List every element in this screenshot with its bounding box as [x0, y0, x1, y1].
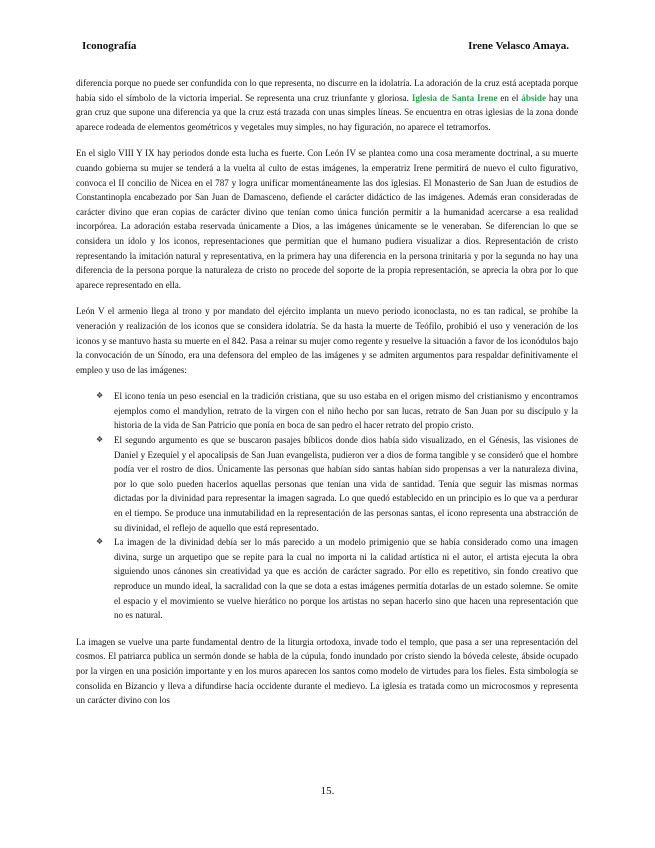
list-item-text: La imagen de la divinidad debía ser lo más parecido a un modelo primigenio que se había considerado como una imagen divina, surge un arquetipo que se repite para la cual no importa ni la calidad artística ni el autor, el artista ejecuta la obra siguiendo unos cánones sin creatividad ya que es acción de carácter sagrado. Por ello es repetitivo, sin fondo creativo que reproduce un mundo ideal, la sacralidad con la que se dota a estas imágenes permitía dotarlas de un estado solemne. Se omite el espacio y el movimiento se vuelve hierático no porque los artistas no sepan hacerlo sino que hacen una representación que no es natural.: [114, 537, 578, 621]
diamond-bullet-icon: ❖: [96, 435, 104, 445]
document-body: [76, 76, 578, 720]
list-item-text: El icono tenía un peso esencial en la tradición cristiana, que su uso estaba en el origen mismo del cristianismo y encontramos ejemplos como el mandylion, retrato de la virgen con el niño hecho por san lucas, retrato de San Juan por su discípulo y la historia de la vida de San Patricio que ponía en boca de san pedro el hacer retrato del propio cristo.: [114, 391, 578, 431]
paragraph-leon-v: León V el armenio llega al trono y por mandato del ejército implanta un nuevo periodo iconoclasta, no es tan radical, se prohíbe la veneración y realización de los iconos que se considera idolatría. Se da hasta la muerte de Teófilo, prohibió el uso y veneración de los iconos y se mantuvo hasta su muerte en el 842. Pasa a reinar su mujer como regente y resuelve la situación a favor de los iconódulos bajo la convocación de un Sínodo, era una defensora del empleo de las imágenes y se admiten argumentos para respaldar definitivamente el empleo y uso de las imágenes:: [76, 306, 578, 375]
page-number: 15.: [320, 785, 335, 797]
list-item-text: El segundo argumento es que se buscaron pasajes bíblicos donde dios había sido visualizado, en el Génesis, las visiones de Daniel y Ezequiel y el apocalipsis de San Juan evangelista, pudieron ver a dios de forma tangible y se consideró que el hombre podía ver el rostro de dios. Únicamente las personas que habían sido santas habían sido propensas a ver la naturaleza divina, por lo que solo pueden hacerlos aquellas personas que tenían una vida de santidad. Tenía que seguir las mismas normas dictadas por la divinidad para representar la imagen sagrada. Lo que quedó establecido en un principio es lo que va a perdurar en el tiempo. Se produce una inmutabilidad en la representación de las personas santas, el icono representa una abstracción de su divinidad, el reflejo de aquello que está representado.: [114, 435, 578, 533]
page-header: [82, 40, 569, 54]
paragraph-siglo-viii: En el siglo VIII Y IX hay periodos donde esta lucha es fuerte. Con León IV se plantea como una cosa meramente doctrinal, a su muerte cuando gobierna su mujer se tenderá a la vuelta al culto de estas imágenes, la emperatriz Irene permitirá de nuevo el culto figurativo, convoca el II concilio de Nicea en el 787 y logra unificar momentáneamente las dos iglesias. El Monasterio de San Juan de estudios de Constantinopla encabezado por San Juan de Damasceno, defiende el carácter didáctico de las imágenes. Además eran consideradas de carácter divino que eran copias de carácter divino que tenían como única función permitir a la humanidad acercarse a esa realidad incorpórea. La adoración estaba reservada únicamente a Dios, a las imágenes únicamente se le veneraban. Se diferencian lo que se considera un ídolo y los iconos, representaciones que permitían que el humano pudiera visualizar a dios. Representación de cristo representando la imitación natural y representativa, en la primera hay una diferencia en la persona trinitaria y por la segunda no hay una diferencia de la persona porque la naturaleza de cristo no procede del soporte de la propia representación, se aprecia la obra por lo que aparece representado en ella.: [76, 148, 578, 290]
highlight-iglesia: Iglesia de Santa Irene: [411, 92, 498, 103]
diamond-bullet-icon: ❖: [96, 391, 104, 401]
paragraph-text: diferencia porque no puede ser confundida con lo que representa, no discurre en la idolatría. La adoración de la cruz está aceptada porque había sido el símbolo de la victoria imperial. Se representa una cruz triunfante y gloriosa.: [76, 78, 578, 103]
paragraph-cross: [76, 76, 578, 134]
highlight-abside: ábside: [521, 92, 547, 103]
list-item: [76, 389, 578, 433]
diamond-bullet-icon: ❖: [96, 537, 104, 547]
list-item: [76, 433, 578, 535]
paragraph-text: en el: [497, 92, 522, 103]
header-subject: Iconografía: [82, 40, 137, 52]
paragraph-liturgia: La imagen se vuelve una parte fundamental dentro de la liturgia ortodoxa, invade todo el templo, que pasa a ser una representación del cosmos. El patriarca publica un sermón donde se habla de la cúpula, fondo inundado por cristo siendo la bóveda celeste, ábside ocupado por la virgen en una posición importante y en los muros aparecen los santos como modelo de virtudes para los fieles. Esta simbología se consolida en Bizancio y lleva a difundirse hacia occidente durante el medievo. La iglesia es tratada como un microcosmos y representa un carácter divino con los: [76, 636, 578, 706]
header-author: Irene Velasco Amaya.: [468, 40, 569, 52]
argument-list: [76, 389, 578, 623]
list-item: [76, 535, 578, 623]
paragraph-text: hay una gran cruz que supone una diferencia ya que la cruz está trazada con unas simples líneas. Se encuentra en otras iglesias de la zona donde aparece rodeada de elementos geométricos y vegetales muy simples, no hay figuración, no aparece el tetramorfos.: [76, 92, 579, 132]
